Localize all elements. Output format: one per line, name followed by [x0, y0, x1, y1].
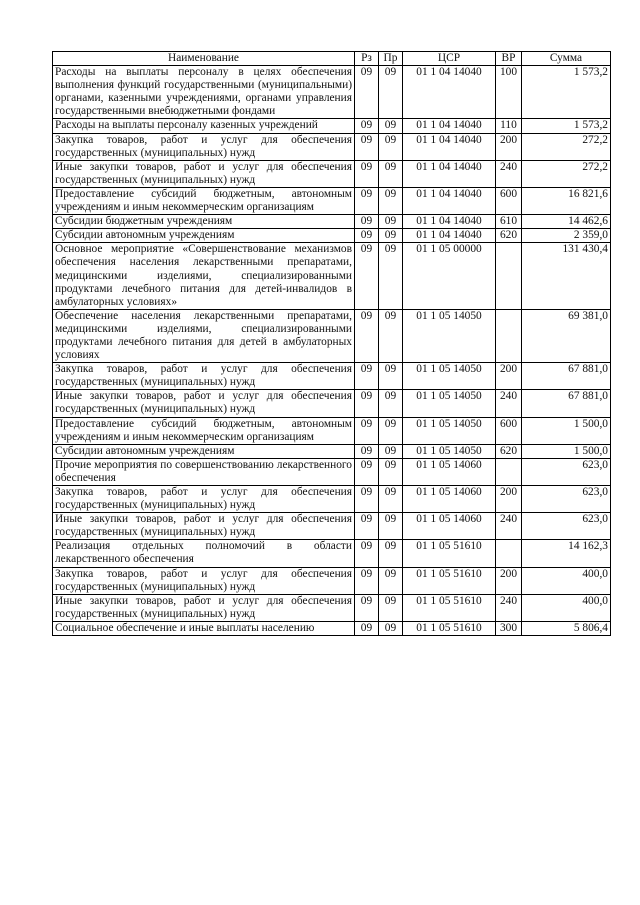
- table-row: [53, 66, 611, 119]
- cell-pr: 09: [379, 187, 403, 214]
- cell-name: Иные закупки товаров, работ и услуг для обеспечения государственных (муниципальных) нужд: [53, 594, 355, 621]
- cell-pr: 09: [379, 390, 403, 417]
- cell-name: Социальное обеспечение и иные выплаты населению: [53, 621, 355, 635]
- cell-sum: 67 881,0: [522, 363, 611, 390]
- cell-sum: 623,0: [522, 486, 611, 513]
- cell-rz: 09: [355, 309, 379, 362]
- cell-sum: 400,0: [522, 594, 611, 621]
- table-row: [53, 363, 611, 390]
- budget-table: [52, 51, 611, 636]
- cell-csr: 01 1 05 14050: [403, 363, 496, 390]
- cell-rz: 09: [355, 621, 379, 635]
- cell-rz: 09: [355, 160, 379, 187]
- table-row: [53, 458, 611, 485]
- cell-rz: 09: [355, 66, 379, 119]
- cell-vr: 240: [496, 160, 522, 187]
- table-row: [53, 229, 611, 243]
- table-row: [53, 444, 611, 458]
- cell-vr: 200: [496, 486, 522, 513]
- table-row: [53, 417, 611, 444]
- table-row: [53, 215, 611, 229]
- cell-rz: 09: [355, 390, 379, 417]
- cell-vr: [496, 309, 522, 362]
- cell-name: Закупка товаров, работ и услуг для обеспечения государственных (муниципальных) нужд: [53, 486, 355, 513]
- cell-vr: [496, 243, 522, 309]
- header-name: Наименование: [53, 52, 355, 66]
- cell-vr: 110: [496, 119, 522, 133]
- table-row: [53, 486, 611, 513]
- cell-rz: 09: [355, 513, 379, 540]
- cell-name: Иные закупки товаров, работ и услуг для обеспечения государственных (муниципальных) нужд: [53, 513, 355, 540]
- header-csr: ЦСР: [403, 52, 496, 66]
- cell-rz: 09: [355, 229, 379, 243]
- cell-sum: 623,0: [522, 458, 611, 485]
- cell-name: Расходы на выплаты персоналу казенных учреждений: [53, 119, 355, 133]
- cell-rz: 09: [355, 187, 379, 214]
- cell-sum: 2 359,0: [522, 229, 611, 243]
- cell-vr: 240: [496, 513, 522, 540]
- cell-sum: 272,2: [522, 133, 611, 160]
- cell-sum: 272,2: [522, 160, 611, 187]
- cell-name: Предоставление субсидий бюджетным, автономным учреждениям и иным некоммерческим организациям: [53, 417, 355, 444]
- cell-name: Расходы на выплаты персоналу в целях обеспечения выполнения функций государственными (муниципальными) органами, казенными учреждениями, органами управления государственными внебюджетными фондами: [53, 66, 355, 119]
- cell-vr: 600: [496, 417, 522, 444]
- table-row: [53, 540, 611, 567]
- cell-vr: [496, 458, 522, 485]
- cell-vr: 620: [496, 444, 522, 458]
- header-vr: ВР: [496, 52, 522, 66]
- cell-pr: 09: [379, 513, 403, 540]
- cell-sum: 1 500,0: [522, 417, 611, 444]
- cell-rz: 09: [355, 458, 379, 485]
- cell-csr: 01 1 04 14040: [403, 66, 496, 119]
- cell-pr: 09: [379, 309, 403, 362]
- cell-rz: 09: [355, 119, 379, 133]
- cell-rz: 09: [355, 567, 379, 594]
- cell-name: Иные закупки товаров, работ и услуг для обеспечения государственных (муниципальных) нужд: [53, 160, 355, 187]
- cell-name: Прочие мероприятия по совершенствованию лекарственного обеспечения: [53, 458, 355, 485]
- cell-name: Обеспечение населения лекарственными препаратами, медицинскими изделиями, специализированными продуктами лечебного питания для детей в амбулаторных условиях: [53, 309, 355, 362]
- cell-pr: 09: [379, 133, 403, 160]
- cell-rz: 09: [355, 486, 379, 513]
- cell-pr: 09: [379, 458, 403, 485]
- cell-pr: 09: [379, 594, 403, 621]
- cell-csr: 01 1 05 14050: [403, 309, 496, 362]
- cell-csr: 01 1 04 14040: [403, 119, 496, 133]
- table-row: [53, 243, 611, 309]
- cell-rz: 09: [355, 417, 379, 444]
- cell-csr: 01 1 05 00000: [403, 243, 496, 309]
- cell-rz: 09: [355, 363, 379, 390]
- cell-sum: 623,0: [522, 513, 611, 540]
- cell-pr: 09: [379, 160, 403, 187]
- table-row: [53, 309, 611, 362]
- cell-pr: 09: [379, 567, 403, 594]
- cell-name: Реализация отдельных полномочий в области лекарственного обеспечения: [53, 540, 355, 567]
- cell-csr: 01 1 05 51610: [403, 540, 496, 567]
- cell-csr: 01 1 05 14060: [403, 458, 496, 485]
- cell-name: Предоставление субсидий бюджетным, автономным учреждениям и иным некоммерческим организациям: [53, 187, 355, 214]
- header-rz: Рз: [355, 52, 379, 66]
- cell-name: Закупка товаров, работ и услуг для обеспечения государственных (муниципальных) нужд: [53, 133, 355, 160]
- cell-sum: 69 381,0: [522, 309, 611, 362]
- cell-sum: 14 162,3: [522, 540, 611, 567]
- cell-name: Закупка товаров, работ и услуг для обеспечения государственных (муниципальных) нужд: [53, 363, 355, 390]
- cell-pr: 09: [379, 215, 403, 229]
- cell-sum: 1 500,0: [522, 444, 611, 458]
- cell-pr: 09: [379, 119, 403, 133]
- cell-csr: 01 1 04 14040: [403, 160, 496, 187]
- cell-sum: 14 462,6: [522, 215, 611, 229]
- table-row: [53, 119, 611, 133]
- cell-vr: 100: [496, 66, 522, 119]
- cell-csr: 01 1 05 14050: [403, 417, 496, 444]
- cell-name: Закупка товаров, работ и услуг для обеспечения государственных (муниципальных) нужд: [53, 567, 355, 594]
- table-row: [53, 133, 611, 160]
- cell-vr: 620: [496, 229, 522, 243]
- cell-vr: 240: [496, 594, 522, 621]
- cell-name: Основное мероприятие «Совершенствование механизмов обеспечения населения лекарственными препаратами, медицинскими изделиями, специализированными продуктами лечебного питания для детей-инвалидов в амбулаторных условиях»: [53, 243, 355, 309]
- cell-pr: 09: [379, 444, 403, 458]
- cell-pr: 09: [379, 621, 403, 635]
- table-row: [53, 567, 611, 594]
- cell-name: Субсидии автономным учреждениям: [53, 444, 355, 458]
- cell-pr: 09: [379, 417, 403, 444]
- cell-sum: 16 821,6: [522, 187, 611, 214]
- cell-sum: 1 573,2: [522, 66, 611, 119]
- table-row: [53, 160, 611, 187]
- cell-sum: 400,0: [522, 567, 611, 594]
- cell-csr: 01 1 04 14040: [403, 215, 496, 229]
- cell-name: Субсидии бюджетным учреждениям: [53, 215, 355, 229]
- cell-vr: 300: [496, 621, 522, 635]
- cell-csr: 01 1 04 14040: [403, 187, 496, 214]
- cell-csr: 01 1 05 14050: [403, 444, 496, 458]
- cell-csr: 01 1 05 51610: [403, 567, 496, 594]
- cell-vr: 200: [496, 133, 522, 160]
- cell-vr: 240: [496, 390, 522, 417]
- table-row: [53, 594, 611, 621]
- cell-csr: 01 1 05 14060: [403, 513, 496, 540]
- cell-sum: 1 573,2: [522, 119, 611, 133]
- table-row: [53, 390, 611, 417]
- cell-csr: 01 1 05 14060: [403, 486, 496, 513]
- cell-rz: 09: [355, 215, 379, 229]
- cell-pr: 09: [379, 363, 403, 390]
- cell-vr: [496, 540, 522, 567]
- cell-sum: 67 881,0: [522, 390, 611, 417]
- cell-sum: 5 806,4: [522, 621, 611, 635]
- cell-vr: 200: [496, 363, 522, 390]
- table-row: [53, 513, 611, 540]
- table-row: [53, 187, 611, 214]
- cell-rz: 09: [355, 444, 379, 458]
- cell-csr: 01 1 04 14040: [403, 133, 496, 160]
- cell-pr: 09: [379, 243, 403, 309]
- cell-vr: 610: [496, 215, 522, 229]
- cell-csr: 01 1 05 14050: [403, 390, 496, 417]
- cell-pr: 09: [379, 540, 403, 567]
- header-sum: Сумма: [522, 52, 611, 66]
- cell-csr: 01 1 04 14040: [403, 229, 496, 243]
- cell-sum: 131 430,4: [522, 243, 611, 309]
- cell-name: Субсидии автономным учреждениям: [53, 229, 355, 243]
- cell-vr: 600: [496, 187, 522, 214]
- cell-rz: 09: [355, 133, 379, 160]
- cell-rz: 09: [355, 243, 379, 309]
- cell-pr: 09: [379, 229, 403, 243]
- cell-pr: 09: [379, 66, 403, 119]
- cell-rz: 09: [355, 594, 379, 621]
- table-header-row: [53, 52, 611, 66]
- cell-csr: 01 1 05 51610: [403, 594, 496, 621]
- cell-pr: 09: [379, 486, 403, 513]
- table-row: [53, 621, 611, 635]
- header-pr: Пр: [379, 52, 403, 66]
- cell-rz: 09: [355, 540, 379, 567]
- cell-name: Иные закупки товаров, работ и услуг для обеспечения государственных (муниципальных) нужд: [53, 390, 355, 417]
- cell-csr: 01 1 05 51610: [403, 621, 496, 635]
- cell-vr: 200: [496, 567, 522, 594]
